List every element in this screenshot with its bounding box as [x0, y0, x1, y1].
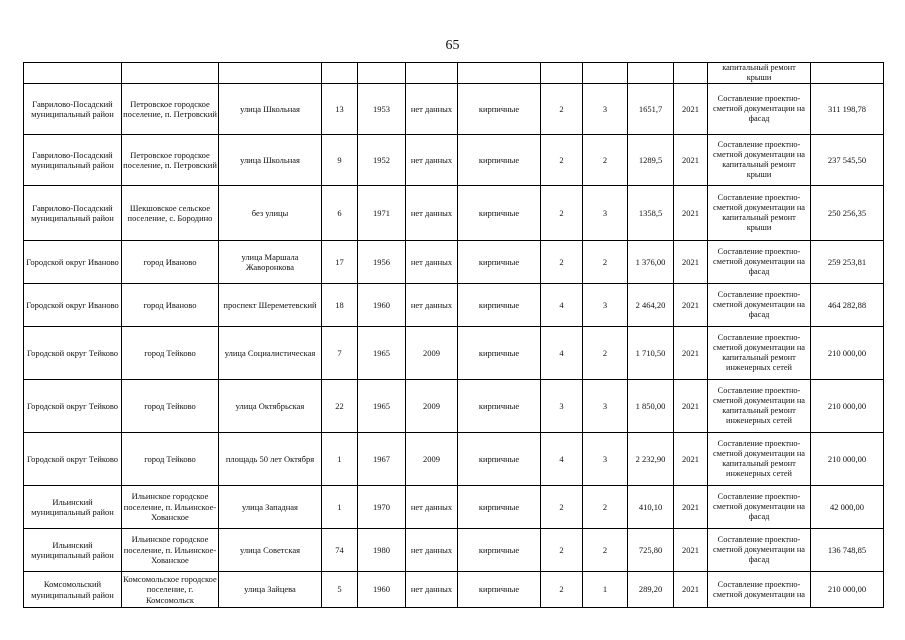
cell-work-type: Составление проектно-сметной документации на: [708, 572, 811, 608]
cell-wall-material: кирпичные: [458, 284, 541, 327]
cell-work-type: Составление проектно-сметной документации на фасад: [708, 284, 811, 327]
cell-cost: 42 000,00: [811, 486, 884, 529]
cell-year-built: 1971: [358, 186, 406, 241]
cell-area: 2 464,20: [628, 284, 674, 327]
cell-cost: 237 545,50: [811, 135, 884, 186]
cell-entrances: 2: [583, 135, 628, 186]
cell-house-number: 1: [322, 486, 358, 529]
cell-floors: 4: [541, 327, 583, 380]
cell-area: 1289,5: [628, 135, 674, 186]
cell-year: 2021: [674, 327, 708, 380]
cell-street: улица Октябрьская: [219, 380, 322, 433]
cell-year-built: 1965: [358, 380, 406, 433]
cell-year-renovated: нет данных: [406, 241, 458, 284]
cell-year: 2021: [674, 529, 708, 572]
cell-year-built: 1960: [358, 572, 406, 608]
cell-year: 2021: [674, 380, 708, 433]
cell-cost: 259 253,81: [811, 241, 884, 284]
cell-year-built: 1965: [358, 327, 406, 380]
cell-work-type: Составление проектно-сметной документации на фасад: [708, 241, 811, 284]
table-row: [24, 135, 884, 186]
cell-settlement: [122, 63, 219, 84]
cell-year-built: [358, 63, 406, 84]
cell-street: улица Советская: [219, 529, 322, 572]
cell-district: Гаврилово-Посадский муниципальный район: [24, 135, 122, 186]
cell-cost: 210 000,00: [811, 380, 884, 433]
cell-district: Городской округ Тейково: [24, 327, 122, 380]
cell-settlement: Комсомольское городское поселение, г. Комсомольск: [122, 572, 219, 608]
cell-house-number: [322, 63, 358, 84]
cell-year-renovated: 2009: [406, 433, 458, 486]
cell-cost: 250 256,35: [811, 186, 884, 241]
table-row: [24, 241, 884, 284]
cell-year: 2021: [674, 486, 708, 529]
cell-work-type: Составление проектно-сметной документации на капитальный ремонт инженерных сетей: [708, 433, 811, 486]
cell-entrances: 1: [583, 572, 628, 608]
cell-floors: 2: [541, 135, 583, 186]
table-row-continuation: [24, 63, 884, 84]
table-row: [24, 84, 884, 135]
cell-year: 2021: [674, 186, 708, 241]
cell-street: улица Маршала Жаворонкова: [219, 241, 322, 284]
cell-district: Гаврилово-Посадский муниципальный район: [24, 186, 122, 241]
cell-floors: [541, 63, 583, 84]
cell-year-renovated: [406, 63, 458, 84]
cell-settlement: город Тейково: [122, 433, 219, 486]
cell-district: Городской округ Иваново: [24, 284, 122, 327]
cell-year-renovated: нет данных: [406, 529, 458, 572]
table-row: [24, 529, 884, 572]
cell-wall-material: кирпичные: [458, 529, 541, 572]
cell-settlement: город Тейково: [122, 380, 219, 433]
cell-area: 725,80: [628, 529, 674, 572]
cell-entrances: 2: [583, 529, 628, 572]
cell-year-built: 1953: [358, 84, 406, 135]
cell-floors: 2: [541, 241, 583, 284]
cell-entrances: 3: [583, 84, 628, 135]
cell-house-number: 1: [322, 433, 358, 486]
cell-wall-material: кирпичные: [458, 186, 541, 241]
cell-settlement: Петровское городское поселение, п. Петровский: [122, 84, 219, 135]
cell-area: 1 710,50: [628, 327, 674, 380]
cell-district: Ильинский муниципальный район: [24, 529, 122, 572]
cell-area: 2 232,90: [628, 433, 674, 486]
cell-house-number: 6: [322, 186, 358, 241]
cell-year-built: 1980: [358, 529, 406, 572]
cell-settlement: Шекшовское сельское поселение, с. Бородино: [122, 186, 219, 241]
cell-district: Городской округ Тейково: [24, 380, 122, 433]
cell-year-renovated: нет данных: [406, 572, 458, 608]
cell-cost: 311 198,78: [811, 84, 884, 135]
cell-entrances: 3: [583, 380, 628, 433]
cell-cost: [811, 63, 884, 84]
cell-street: площадь 50 лет Октября: [219, 433, 322, 486]
cell-cost: 210 000,00: [811, 327, 884, 380]
cell-year-built: 1967: [358, 433, 406, 486]
cell-cost: 464 282,88: [811, 284, 884, 327]
cell-year-renovated: 2009: [406, 380, 458, 433]
cell-house-number: 5: [322, 572, 358, 608]
cell-work-type: Составление проектно-сметной документации на капитальный ремонт крыши: [708, 186, 811, 241]
cell-year-built: 1952: [358, 135, 406, 186]
cell-area: 289,20: [628, 572, 674, 608]
cell-house-number: 13: [322, 84, 358, 135]
cell-cost: 136 748,85: [811, 529, 884, 572]
cell-area: 1 850,00: [628, 380, 674, 433]
cell-district: Городской округ Тейково: [24, 433, 122, 486]
cell-cost: 210 000,00: [811, 433, 884, 486]
cell-year: 2021: [674, 284, 708, 327]
cell-floors: 2: [541, 186, 583, 241]
cell-wall-material: кирпичные: [458, 433, 541, 486]
cell-year-built: 1960: [358, 284, 406, 327]
cell-year-built: 1956: [358, 241, 406, 284]
cell-wall-material: кирпичные: [458, 572, 541, 608]
cell-street: [219, 63, 322, 84]
cell-street: улица Зайцева: [219, 572, 322, 608]
cell-entrances: 2: [583, 241, 628, 284]
cell-year: 2021: [674, 84, 708, 135]
cell-entrances: [583, 63, 628, 84]
cell-house-number: 22: [322, 380, 358, 433]
cell-settlement: город Иваново: [122, 241, 219, 284]
cell-wall-material: кирпичные: [458, 241, 541, 284]
cell-entrances: 3: [583, 186, 628, 241]
cell-street: без улицы: [219, 186, 322, 241]
housing-register-table: [23, 62, 884, 608]
cell-area: 1651,7: [628, 84, 674, 135]
cell-house-number: 7: [322, 327, 358, 380]
cell-entrances: 2: [583, 327, 628, 380]
cell-work-type: капитальный ремонт крыши: [708, 63, 811, 84]
cell-work-type: Составление проектно-сметной документации на капитальный ремонт инженерных сетей: [708, 327, 811, 380]
cell-year: 2021: [674, 135, 708, 186]
cell-settlement: Ильинское городское поселение, п. Ильинское-Хованское: [122, 529, 219, 572]
cell-floors: 4: [541, 433, 583, 486]
cell-district: Городской округ Иваново: [24, 241, 122, 284]
cell-house-number: 17: [322, 241, 358, 284]
cell-floors: 2: [541, 529, 583, 572]
table-row: [24, 572, 884, 608]
cell-street: улица Школьная: [219, 135, 322, 186]
cell-area: 1 376,00: [628, 241, 674, 284]
cell-wall-material: кирпичные: [458, 135, 541, 186]
cell-district: Гаврилово-Посадский муниципальный район: [24, 84, 122, 135]
cell-entrances: 3: [583, 284, 628, 327]
cell-year-built: 1970: [358, 486, 406, 529]
cell-year: 2021: [674, 572, 708, 608]
cell-year-renovated: нет данных: [406, 84, 458, 135]
cell-year-renovated: нет данных: [406, 186, 458, 241]
cell-year: 2021: [674, 241, 708, 284]
cell-floors: 3: [541, 380, 583, 433]
cell-floors: 2: [541, 572, 583, 608]
cell-settlement: Петровское городское поселение, п. Петровский: [122, 135, 219, 186]
cell-floors: 2: [541, 84, 583, 135]
cell-wall-material: кирпичные: [458, 380, 541, 433]
cell-work-type: Составление проектно-сметной документации на капитальный ремонт инженерных сетей: [708, 380, 811, 433]
cell-area: 410,10: [628, 486, 674, 529]
table-row: [24, 486, 884, 529]
cell-house-number: 9: [322, 135, 358, 186]
table-row: [24, 380, 884, 433]
cell-work-type: Составление проектно-сметной документации на фасад: [708, 84, 811, 135]
cell-work-type: Составление проектно-сметной документации на капитальный ремонт крыши: [708, 135, 811, 186]
cell-area: 1358,5: [628, 186, 674, 241]
cell-wall-material: кирпичные: [458, 327, 541, 380]
cell-house-number: 74: [322, 529, 358, 572]
cell-street: улица Западная: [219, 486, 322, 529]
table-row: [24, 284, 884, 327]
cell-year-renovated: нет данных: [406, 486, 458, 529]
cell-settlement: город Иваново: [122, 284, 219, 327]
cell-floors: 2: [541, 486, 583, 529]
cell-settlement: город Тейково: [122, 327, 219, 380]
table-row: [24, 186, 884, 241]
cell-house-number: 18: [322, 284, 358, 327]
table-row: [24, 433, 884, 486]
cell-year-renovated: 2009: [406, 327, 458, 380]
cell-year: [674, 63, 708, 84]
cell-district: [24, 63, 122, 84]
cell-floors: 4: [541, 284, 583, 327]
cell-wall-material: кирпичные: [458, 486, 541, 529]
cell-street: улица Социалистическая: [219, 327, 322, 380]
page-number: 65: [445, 38, 460, 53]
cell-street: проспект Шереметевский: [219, 284, 322, 327]
cell-entrances: 3: [583, 433, 628, 486]
cell-district: Ильинский муниципальный район: [24, 486, 122, 529]
cell-work-type: Составление проектно-сметной документации на фасад: [708, 486, 811, 529]
cell-area: [628, 63, 674, 84]
cell-year: 2021: [674, 433, 708, 486]
cell-cost: 210 000,00: [811, 572, 884, 608]
cell-year-renovated: нет данных: [406, 284, 458, 327]
cell-wall-material: кирпичные: [458, 84, 541, 135]
table-row: [24, 327, 884, 380]
cell-settlement: Ильинское городское поселение, п. Ильинское-Хованское: [122, 486, 219, 529]
cell-wall-material: [458, 63, 541, 84]
cell-district: Комсомольский муниципальный район: [24, 572, 122, 608]
cell-street: улица Школьная: [219, 84, 322, 135]
cell-work-type: Составление проектно-сметной документации на фасад: [708, 529, 811, 572]
cell-entrances: 2: [583, 486, 628, 529]
cell-year-renovated: нет данных: [406, 135, 458, 186]
